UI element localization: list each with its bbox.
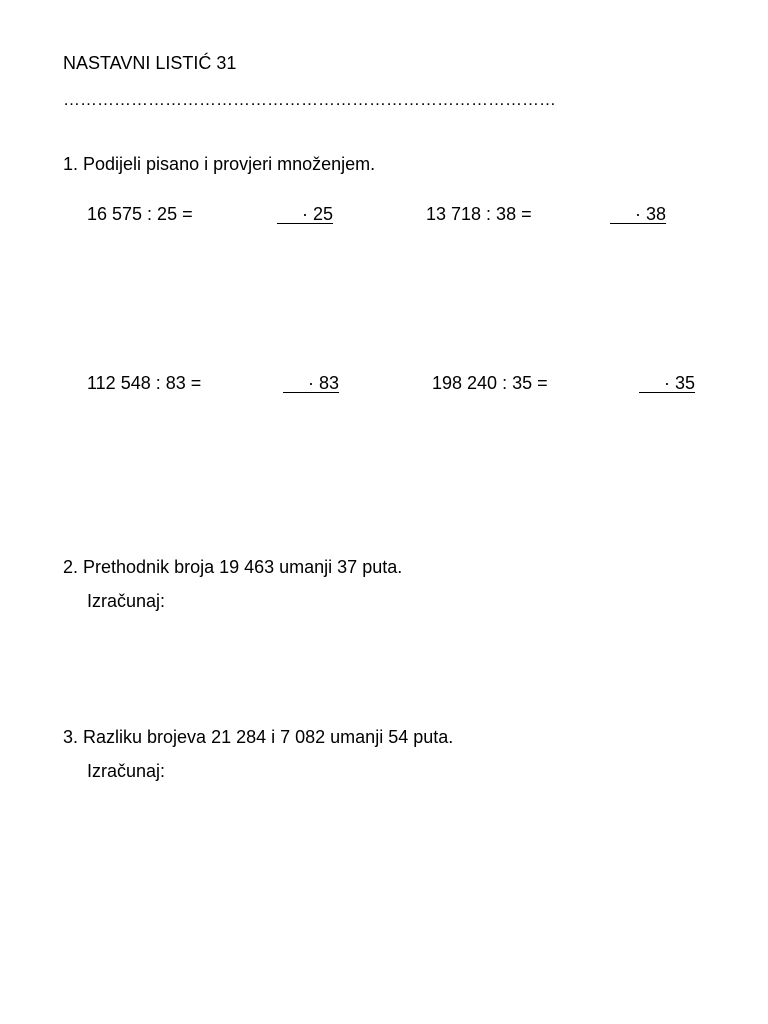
- task-3-instruction: 3. Razliku brojeva 21 284 i 7 082 umanji 54 puta.: [63, 727, 454, 747]
- problem-1-check: · 25: [277, 204, 334, 224]
- task-1-instruction: 1. Podijeli pisano i provjeri množenjem.: [63, 154, 376, 174]
- task-2-instruction: 2. Prethodnik broja 19 463 umanji 37 puta.: [63, 557, 403, 577]
- problem-2-expression: 13 718 : 38 =: [426, 204, 532, 224]
- problem-4-check: · 35: [639, 373, 696, 393]
- name-dotted-line: ……………………………………………………………………………: [63, 90, 556, 109]
- problem-2-check: · 38: [610, 204, 667, 224]
- task-3-calc-label: Izračunaj:: [87, 761, 166, 781]
- problem-4-expression: 198 240 : 35 =: [432, 373, 548, 393]
- problem-3-expression: 112 548 : 83 =: [87, 373, 202, 393]
- worksheet-title: NASTAVNI LISTIĆ 31: [63, 53, 237, 73]
- problem-1-expression: 16 575 : 25 =: [87, 204, 193, 224]
- task-2-calc-label: Izračunaj:: [87, 591, 166, 611]
- problem-3-check: · 83: [283, 373, 340, 393]
